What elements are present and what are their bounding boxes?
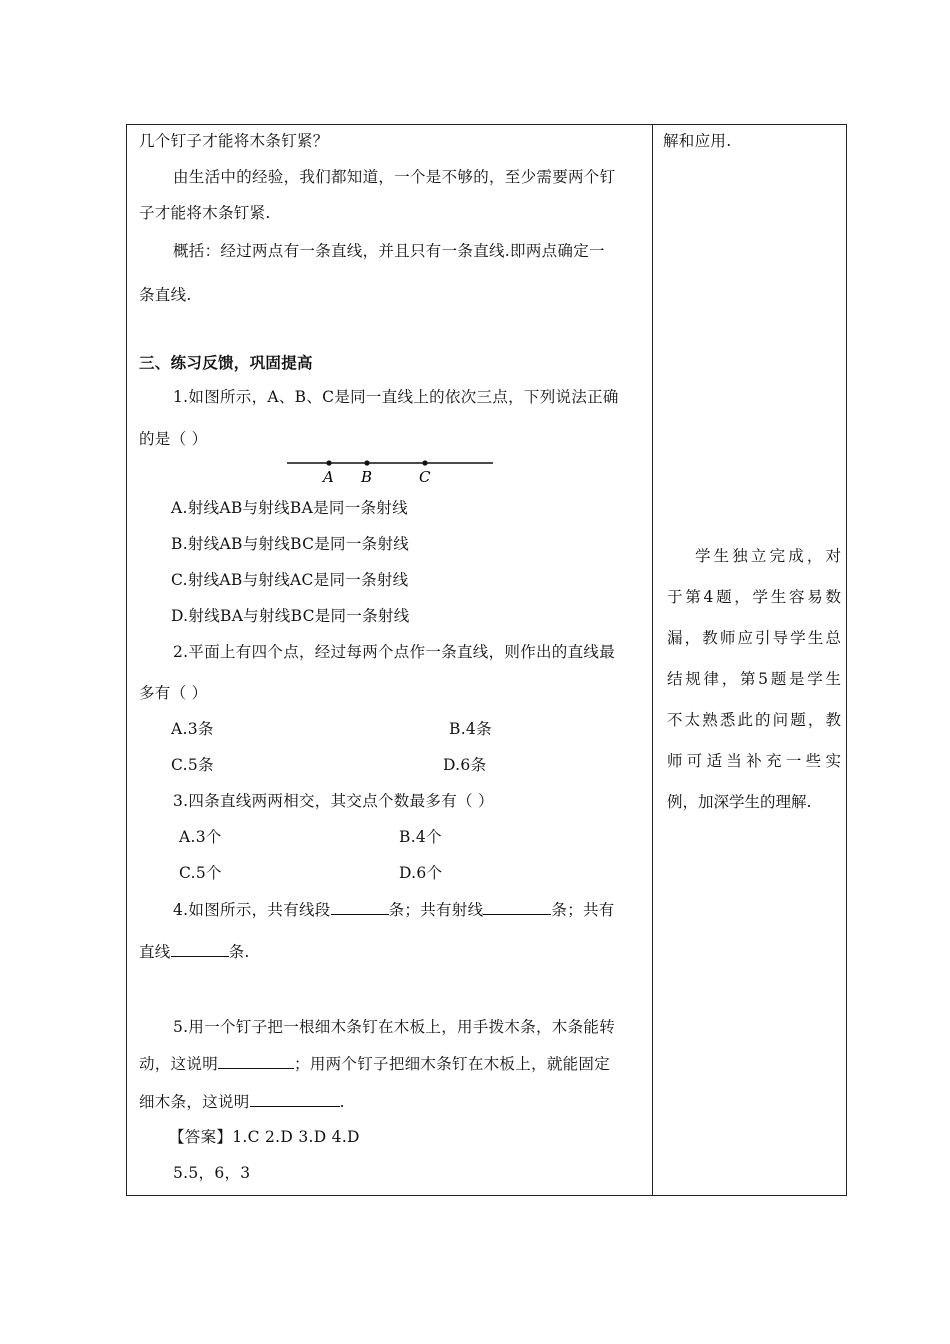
- q2-option: C.5条: [171, 756, 214, 774]
- q1-option: D.射线BA与射线BC是同一条射线: [171, 607, 410, 625]
- intro-line: 概括：经过两点有一条直线，并且只有一条直线.即两点确定一: [173, 242, 605, 260]
- intro-line: 子才能将木条钉紧.: [139, 204, 271, 222]
- q1-line-figure: [285, 451, 497, 487]
- q4-text: 条；共有: [551, 901, 615, 919]
- point-a-label: A: [323, 468, 334, 486]
- q3-option: A.3个: [179, 828, 222, 846]
- answer-label: 【答案】: [169, 1128, 233, 1146]
- q4-text: 直线: [139, 943, 171, 961]
- line-count-blank[interactable]: [171, 941, 229, 957]
- lesson-table: [126, 124, 847, 1196]
- q4-text: 条；共有射线: [388, 901, 484, 919]
- side-note-line: 师可适当补充一些实: [667, 752, 841, 770]
- q2-option: B.4条: [449, 720, 492, 738]
- q3-option: C.5个: [179, 864, 222, 882]
- side-note-line: 结规律，第5题是学生: [667, 670, 841, 688]
- intro-line: 几个钉子才能将木条钉紧？: [139, 132, 329, 150]
- q3-option: B.4个: [399, 828, 442, 846]
- explanation-blank-2[interactable]: [250, 1091, 340, 1107]
- section-heading: 三、练习反馈，巩固提高: [139, 353, 313, 372]
- content-column: [127, 125, 652, 1195]
- q2-option: A.3条: [171, 720, 214, 738]
- q5-stem: [139, 1053, 610, 1074]
- answer-line: 5.5，6，3: [173, 1164, 251, 1182]
- q4-text: 4.如图所示，共有线段: [173, 901, 331, 919]
- q1-option: A.射线AB与射线BA是同一条射线: [171, 499, 408, 517]
- point-b: [364, 460, 369, 465]
- explanation-blank-1[interactable]: [218, 1053, 294, 1069]
- notes-column: [653, 125, 846, 1195]
- q2-stem: 2.平面上有四个点，经过每两个点作一条直线，则作出的直线最: [173, 643, 615, 661]
- side-top-text: 解和应用.: [663, 132, 732, 150]
- q4-text: 条.: [228, 943, 250, 961]
- q5-stem: [139, 1091, 345, 1112]
- q5-stem: 5.用一个钉子把一根细木条钉在木板上，用手拨木条，木条能转: [173, 1018, 615, 1036]
- q5-text: 细木条，这说明: [139, 1093, 250, 1111]
- side-note-line: 不太熟悉此的问题，教: [667, 711, 841, 729]
- intro-line: 条直线.: [139, 286, 192, 304]
- segment-count-blank[interactable]: [331, 899, 389, 915]
- q4-stem: [139, 941, 250, 962]
- q5-text: .: [339, 1093, 345, 1111]
- ray-count-blank[interactable]: [483, 899, 551, 915]
- q5-text: ；用两个钉子把细木条钉在木板上，就能固定: [294, 1055, 611, 1073]
- q4-stem: [173, 899, 615, 920]
- q1-option: C.射线AB与射线AC是同一条射线: [171, 571, 409, 589]
- q3-stem: 3.四条直线两两相交，其交点个数最多有（ ）: [173, 792, 494, 810]
- side-note-line: 例，加深学生的理解.: [667, 793, 812, 811]
- point-b-label: B: [361, 468, 373, 486]
- q2-stem: 多有（ ）: [139, 684, 208, 702]
- point-a: [326, 460, 331, 465]
- q1-option: B.射线AB与射线BC是同一条射线: [171, 535, 410, 553]
- side-note-line: 于第4题，学生容易数: [667, 588, 841, 606]
- q1-stem: 1.如图所示，A、B、C是同一直线上的依次三点，下列说法正确: [173, 388, 619, 406]
- q3-option: D.6个: [399, 864, 443, 882]
- point-c-label: C: [419, 468, 431, 486]
- answer-line: [169, 1127, 360, 1147]
- side-note-line: 学生独立完成，对: [695, 547, 841, 565]
- intro-line: 由生活中的经验，我们都知道，一个是不够的，至少需要两个钉: [173, 168, 616, 186]
- side-note-line: 漏，教师应引导学生总: [667, 629, 841, 647]
- q2-option: D.6条: [443, 756, 487, 774]
- answer-values: 1.C 2.D 3.D 4.D: [232, 1128, 360, 1146]
- q5-text: 动，这说明: [139, 1055, 219, 1073]
- point-c: [422, 460, 427, 465]
- q1-stem: 的是（ ）: [139, 430, 208, 448]
